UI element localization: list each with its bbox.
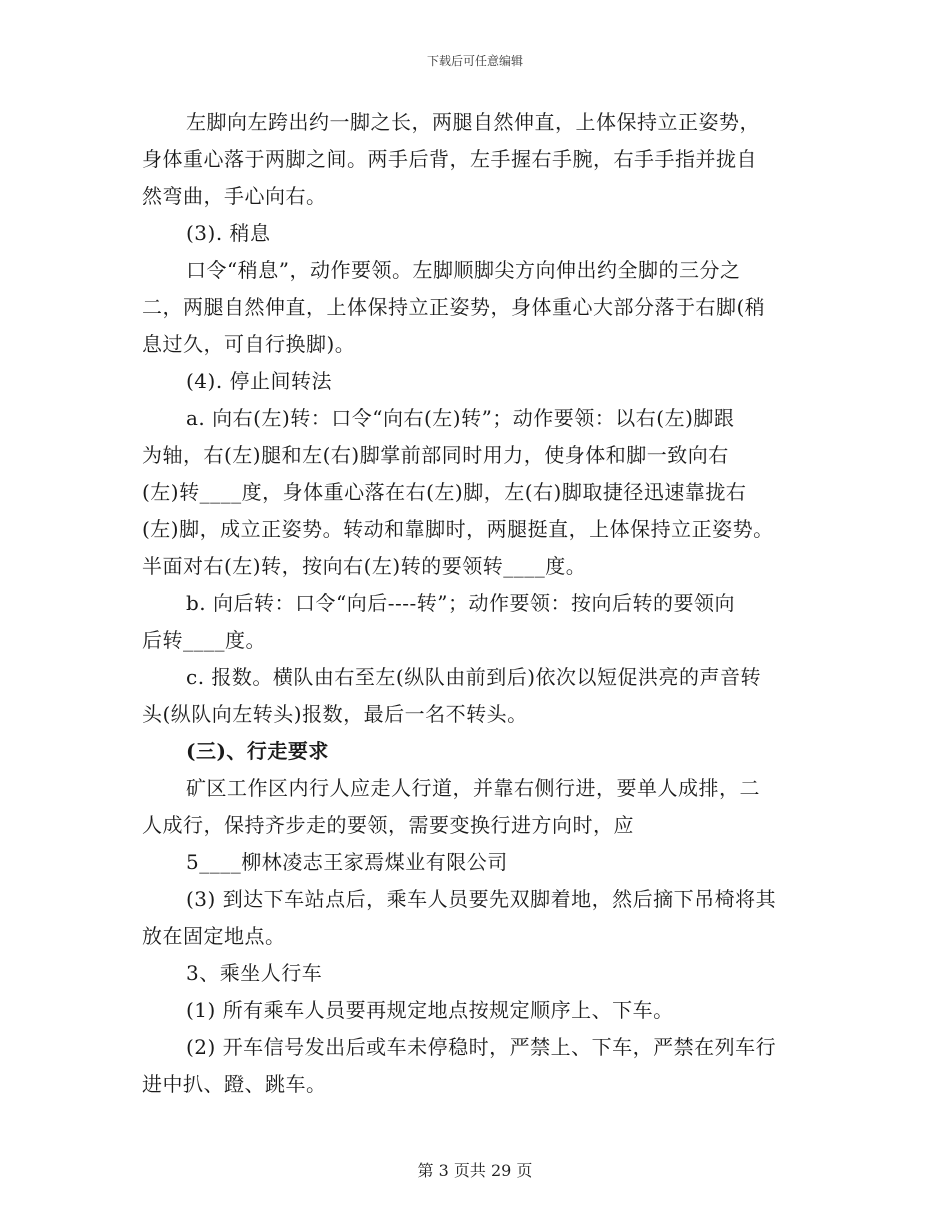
section-heading-bold: (三)、行走要求 <box>186 739 329 763</box>
paragraph-line: 后转____度。 <box>142 628 266 652</box>
paragraph-line: 身体重心落于两脚之间。两手后背，左手握右手腕，右手手指并拢自 <box>142 147 757 171</box>
paragraph-line: 然弯曲，手心向右。 <box>142 184 327 208</box>
paragraph-line: (3) 到达下车站点后，乘车人员要先双脚着地，然后摘下吊椅将其 <box>186 887 777 911</box>
section-heading: (3). 稍息 <box>186 221 271 245</box>
paragraph-line: b. 向后转：口令“向后----转”；动作要领：按向后转的要领向 <box>186 591 735 615</box>
page-number: 第 3 页共 29 页 <box>417 1161 533 1180</box>
page-header-note: 下载后可任意编辑 <box>426 54 523 68</box>
document-body <box>142 108 810 1107</box>
paragraph-line: (左)转____度，身体重心落在右(左)脚，左(右)脚取捷径迅速靠拢右 <box>142 480 747 504</box>
paragraph-line: 头(纵队向左转头)报数，最后一名不转头。 <box>142 702 528 726</box>
paragraph-line: 二，两腿自然伸直，上体保持立正姿势，身体重心大部分落于右脚(稍 <box>142 295 766 319</box>
paragraph-line: 息过久，可自行换脚)。 <box>142 332 356 356</box>
paragraph-line: 进中扒、蹬、跳车。 <box>142 1072 327 1096</box>
paragraph-line: 半面对右(左)转，按向右(左)转的要领转____度。 <box>142 554 587 578</box>
paragraph-line: a. 向右(左)转：口令“向右(左)转”；动作要领：以右(左)脚跟 <box>186 406 735 430</box>
company-footer-line: 5____柳林凌志王家焉煤业有限公司 <box>186 850 508 874</box>
paragraph-line: 人成行，保持齐步走的要领，需要变换行进方向时，应 <box>142 813 634 837</box>
paragraph-line: 口令“稍息”，动作要领。左脚顺脚尖方向伸出约全脚的三分之 <box>186 258 741 282</box>
paragraph-line: 左脚向左跨出约一脚之长，两腿自然伸直，上体保持立正姿势， <box>186 110 760 134</box>
paragraph-line: (左)脚，成立正姿势。转动和靠脚时，两腿挺直，上体保持立正姿势。 <box>142 517 774 541</box>
paragraph-line: 矿区工作区内行人应走人行道，并靠右侧行进，要单人成排，二 <box>186 776 760 800</box>
section-heading: (4). 停止间转法 <box>186 369 333 393</box>
section-heading: 3、乘坐人行车 <box>186 961 323 985</box>
paragraph-line: 为轴，右(左)腿和左(右)脚掌前部同时用力，使身体和脚一致向右 <box>142 443 729 467</box>
paragraph-line: c. 报数。横队由右至左(纵队由前到后)依次以短促洪亮的声音转 <box>186 665 762 689</box>
paragraph-line: 放在固定地点。 <box>142 924 286 948</box>
paragraph-line: (1) 所有乘车人员要再规定地点按规定顺序上、下车。 <box>186 998 674 1022</box>
paragraph-line: (2) 开车信号发出后或车未停稳时，严禁上、下车，严禁在列车行 <box>186 1035 777 1059</box>
